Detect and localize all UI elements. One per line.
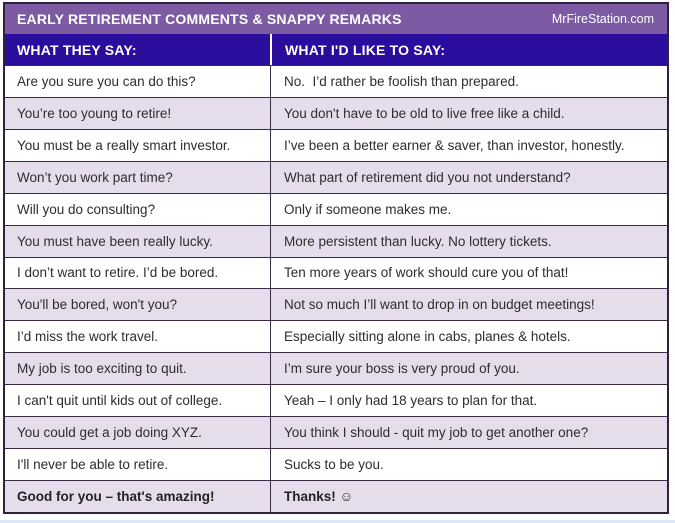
- table-row: [5, 257, 667, 289]
- table-row: [5, 416, 667, 448]
- like-to-say-cell: More persistent than lucky. No lottery tickets.: [270, 226, 667, 257]
- like-to-say-cell: Thanks! ☺: [270, 481, 667, 512]
- page-title: EARLY RETIREMENT COMMENTS & SNAPPY REMARKS: [17, 11, 402, 27]
- table-row: [5, 65, 667, 97]
- like-to-say-cell: Only if someone makes me.: [270, 194, 667, 225]
- table-row: [5, 97, 667, 129]
- they-say-cell: I'll never be able to retire.: [17, 457, 169, 473]
- they-say-cell: You'll be bored, won't you?: [17, 297, 178, 313]
- like-to-say-cell: Ten more years of work should cure you of that!: [270, 258, 667, 289]
- like-to-say-cell: No. I’d rather be foolish than prepared.: [270, 66, 667, 97]
- table-body: [5, 65, 667, 512]
- they-say-cell: Will you do consulting?: [17, 201, 156, 217]
- table-row: [5, 384, 667, 416]
- they-say-cell: I can't quit until kids out of college.: [17, 393, 223, 409]
- like-to-say-cell: I’ve been a better earner & saver, than investor, honestly.: [270, 130, 667, 161]
- table-row: [5, 448, 667, 480]
- like-to-say-cell: Sucks to be you.: [270, 449, 667, 480]
- like-to-say-cell: Yeah – I only had 18 years to plan for that.: [270, 385, 667, 416]
- column-header-row: [5, 34, 667, 65]
- title-bar: [5, 4, 667, 34]
- they-say-cell: Good for you – that's amazing!: [17, 488, 215, 504]
- like-to-say-cell: Especially sitting alone in cabs, planes & hotels.: [270, 321, 667, 352]
- table-row: [5, 480, 667, 512]
- table-row: [5, 225, 667, 257]
- they-say-cell: Won’t you work part time?: [17, 169, 173, 185]
- comments-table: [3, 2, 669, 514]
- table-row: [5, 320, 667, 352]
- column-header-they-say: WHAT THEY SAY:: [17, 41, 137, 58]
- like-to-say-cell: I’m sure your boss is very proud of you.: [270, 353, 667, 384]
- table-row: [5, 161, 667, 193]
- they-say-cell: I don’t want to retire. I’d be bored.: [17, 265, 219, 281]
- table-row: [5, 193, 667, 225]
- table-row: [5, 129, 667, 161]
- like-to-say-cell: You think I should - quit my job to get another one?: [270, 417, 667, 448]
- like-to-say-cell: You don't have to be old to live free like a child.: [270, 98, 667, 129]
- they-say-cell: My job is too exciting to quit.: [17, 361, 187, 377]
- table-row: [5, 288, 667, 320]
- they-say-cell: You’re too young to retire!: [17, 105, 172, 121]
- they-say-cell: I’d miss the work travel.: [17, 329, 159, 345]
- they-say-cell: You must be a really smart investor.: [17, 137, 231, 153]
- they-say-cell: Are you sure you can do this?: [17, 73, 196, 89]
- they-say-cell: You must have been really lucky.: [17, 233, 213, 249]
- site-name: MrFireStation.com: [551, 12, 654, 26]
- like-to-say-cell: What part of retirement did you not understand?: [270, 162, 667, 193]
- column-header-like-to-say: WHAT I'D LIKE TO SAY:: [270, 34, 667, 65]
- they-say-cell: You could get a job doing XYZ.: [17, 425, 202, 441]
- table-row: [5, 352, 667, 384]
- like-to-say-cell: Not so much I’ll want to drop in on budget meetings!: [270, 289, 667, 320]
